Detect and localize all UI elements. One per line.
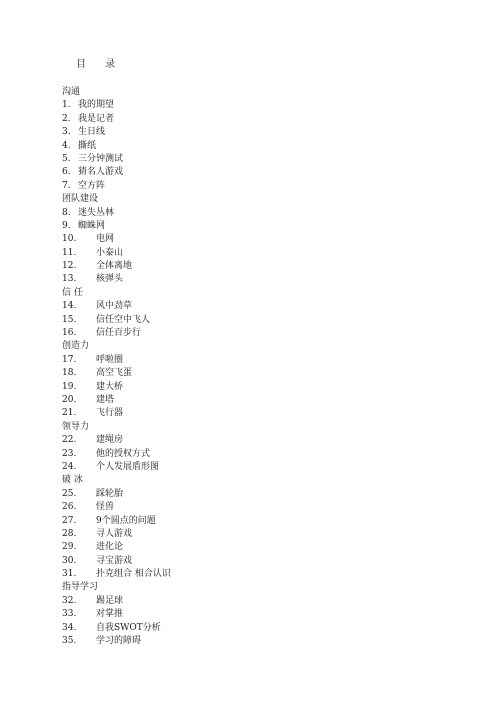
toc-entry-label: 我是记者 [78, 113, 115, 124]
toc-entry-number: 25. [62, 488, 77, 499]
toc-entry-number: 5. [62, 153, 71, 164]
toc-entry [62, 608, 322, 621]
toc-entry-number: 18. [62, 368, 77, 379]
toc-entry-label: 踩轮胎 [96, 488, 124, 499]
toc-entry-number: 20. [62, 394, 77, 405]
toc-entry-label: 建大桥 [96, 381, 124, 392]
toc-entry-number: 16. [62, 328, 77, 339]
toc-entry [62, 407, 322, 420]
toc-section-heading: 破 冰 [62, 475, 83, 486]
toc-entry [62, 327, 322, 340]
toc-entry-label: 信任空中飞人 [96, 314, 151, 325]
toc-entry-label: 风中劲草 [96, 301, 133, 312]
toc-entry-label: 学习的障碍 [96, 636, 142, 647]
toc-entry [62, 166, 322, 179]
toc-entry-label: 寻宝游戏 [96, 555, 133, 566]
toc-entry-label: 空方阵 [78, 180, 106, 191]
toc-entry [62, 354, 322, 367]
toc-section-heading: 团队建设 [62, 194, 99, 205]
toc-entry-label: 怪兽 [96, 502, 115, 513]
toc-entry-label: 猜名人游戏 [78, 167, 124, 178]
toc-entry-label: 进化论 [96, 542, 124, 553]
toc-entry-label: 踢足球 [96, 595, 124, 606]
toc-entry-number: 28. [62, 528, 77, 539]
toc-entry [62, 515, 322, 528]
toc-entry-label: 高空飞蛋 [96, 368, 133, 379]
toc-entry-number: 21. [62, 408, 77, 419]
toc-entry [62, 207, 322, 220]
toc-entry-number: 29. [62, 542, 77, 553]
toc-entry [62, 126, 322, 139]
toc-entry [62, 99, 322, 112]
toc-entry [62, 233, 322, 246]
toc-entry-number: 22. [62, 435, 77, 446]
toc-entry-label: 电网 [96, 234, 115, 245]
toc-entry-label: 蜘蛛网 [78, 220, 106, 231]
toc-entry [62, 314, 322, 327]
toc-entry [62, 448, 322, 461]
toc-entry-label: 我的期望 [78, 100, 115, 111]
toc-entry-number: 7. [62, 180, 71, 191]
toc-entry [62, 434, 322, 447]
toc-entry [62, 622, 322, 635]
toc-entry-number: 30. [62, 555, 77, 566]
toc-entry-number: 23. [62, 448, 77, 459]
toc-entry-label: 撕纸 [78, 140, 97, 151]
toc-entry [62, 568, 322, 581]
toc-entry [62, 153, 322, 166]
toc-entry-label: 扑克组合 相合认识 [96, 569, 171, 580]
toc-entry-label: 建绳房 [96, 435, 124, 446]
toc-entry [62, 555, 322, 568]
toc-entry-label: 自我SWOT分析 [96, 622, 161, 633]
toc-entry-number: 24. [62, 461, 77, 472]
toc-entry-label: 9个圆点的问题 [96, 515, 156, 526]
toc-entry-number: 19. [62, 381, 77, 392]
toc-entry [62, 367, 322, 380]
toc-entry [62, 180, 322, 193]
toc-entry-number: 17. [62, 354, 77, 365]
toc-entry-number: 27. [62, 515, 77, 526]
toc-entry-label: 寻人游戏 [96, 528, 133, 539]
toc-entry-label: 建塔 [96, 394, 115, 405]
toc-entry [62, 488, 322, 501]
toc-entry [62, 247, 322, 260]
toc-entry-number: 14. [62, 301, 77, 312]
toc-entry [62, 381, 322, 394]
toc-section-heading: 创造力 [62, 341, 90, 352]
toc-entry-number: 9. [62, 220, 71, 231]
toc-entry [62, 394, 322, 407]
toc-entry [62, 528, 322, 541]
toc-entry-number: 2. [62, 113, 71, 124]
toc-entry-label: 三分钟测试 [78, 153, 124, 164]
toc-entry-number: 15. [62, 314, 77, 325]
toc-section-heading: 指导学习 [62, 582, 99, 593]
toc-entry-label: 对掌推 [96, 609, 124, 620]
toc-entry [62, 300, 322, 313]
toc-entry [62, 501, 322, 514]
toc-entry-number: 32. [62, 595, 77, 606]
toc-entry [62, 220, 322, 233]
toc-entry-number: 10. [62, 234, 77, 245]
toc-entry [62, 273, 322, 286]
toc-entry-number: 31. [62, 569, 77, 580]
toc-section-heading: 领导力 [62, 421, 90, 432]
toc-entry-number: 34. [62, 622, 77, 633]
toc-entry [62, 113, 322, 126]
toc-entry-label: 全体离地 [96, 261, 133, 272]
toc-entry-number: 13. [62, 274, 77, 285]
toc-entry-number: 8. [62, 207, 71, 218]
toc-entry [62, 461, 322, 474]
toc-entry-number: 12. [62, 261, 77, 272]
toc-entry-number: 3. [62, 127, 71, 138]
toc-section-heading: 沟通 [62, 87, 81, 97]
toc-entry-number: 26. [62, 502, 77, 513]
toc-entry [62, 541, 322, 554]
toc-entry-label: 信任百步行 [96, 328, 142, 339]
toc-entry-label: 飞行器 [96, 408, 124, 419]
toc-entry-number: 1. [62, 100, 71, 111]
toc-entry [62, 140, 322, 153]
toc-entry-label: 迷失丛林 [78, 207, 115, 218]
toc-entry-label: 核弹头 [96, 274, 124, 285]
toc-entry-label: 小泰山 [96, 247, 124, 258]
toc-entry-number: 11. [62, 247, 77, 258]
table-of-contents [62, 86, 322, 648]
toc-section-heading: 信 任 [62, 287, 83, 298]
toc-entry [62, 260, 322, 273]
toc-entry-label: 个人发展盾形图 [96, 461, 160, 472]
toc-entry-number: 33. [62, 609, 77, 620]
toc-entry [62, 595, 322, 608]
toc-entry-number: 4. [62, 140, 71, 151]
toc-entry-number: 35. [62, 636, 77, 647]
toc-title: 目 录 [76, 59, 124, 70]
toc-entry-label: 生日线 [78, 127, 106, 138]
toc-entry-label: 他的授权方式 [96, 448, 151, 459]
toc-entry [62, 635, 322, 648]
toc-entry-number: 6. [62, 167, 71, 178]
toc-entry-label: 呼啦圈 [96, 354, 124, 365]
